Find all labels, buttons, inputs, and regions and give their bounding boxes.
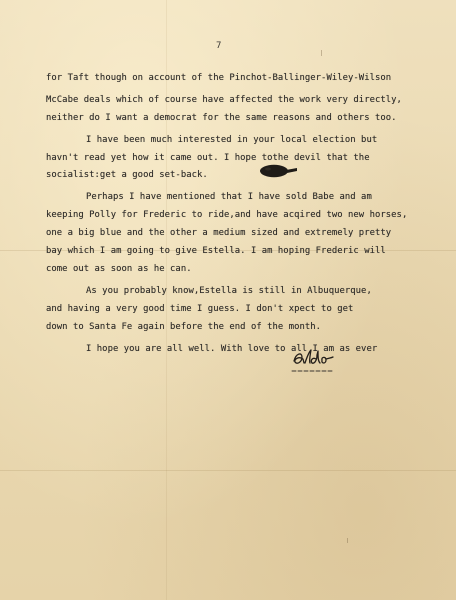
handwritten-signature (290, 347, 336, 381)
closing-line: I hope you are all well. With love to all I am as ever (86, 344, 378, 354)
letter-line: McCabe deals which of course have affected the work very directly, (46, 95, 402, 105)
letter-line: down to Santa Fe again before the end of the month. (46, 322, 322, 332)
letter-line: come out as soon as he can. (46, 264, 192, 274)
letter-line: for Taft though on account of the Pinchot-Ballinger-Wiley-Wilson (46, 73, 392, 83)
letter-line: I have been much interested in your local election but (86, 135, 378, 145)
letter-line: one a big blue and the other a medium sized and extremely pretty (46, 228, 392, 238)
letter-line: and having a very good time I guess. I don't xpect to get (46, 304, 354, 314)
paper-mark (321, 50, 322, 56)
letter-line: havn't read yet how it came out. I hope tothe devil that the (46, 153, 370, 163)
letter-line: keeping Polly for Frederic to ride,and have acqired two new horses, (46, 210, 408, 220)
letter-line: socialist:get a good set-back. (46, 170, 208, 180)
paper-fold-line (0, 470, 456, 471)
letter-line: As you probably know,Estella is still in Albuquerque, (86, 286, 372, 296)
letter-line: Perhaps I have mentioned that I have sold Babe and am (86, 192, 372, 202)
letter-line: neither do I want a democrat for the same reasons and others too. (46, 113, 397, 123)
ink-blot (258, 163, 298, 179)
paper-mark (347, 538, 348, 543)
letter-line: bay which I am going to give Estella. I am hoping Frederic will (46, 246, 386, 256)
paper-fold-line (166, 0, 167, 600)
page-number: 7 (216, 41, 222, 51)
